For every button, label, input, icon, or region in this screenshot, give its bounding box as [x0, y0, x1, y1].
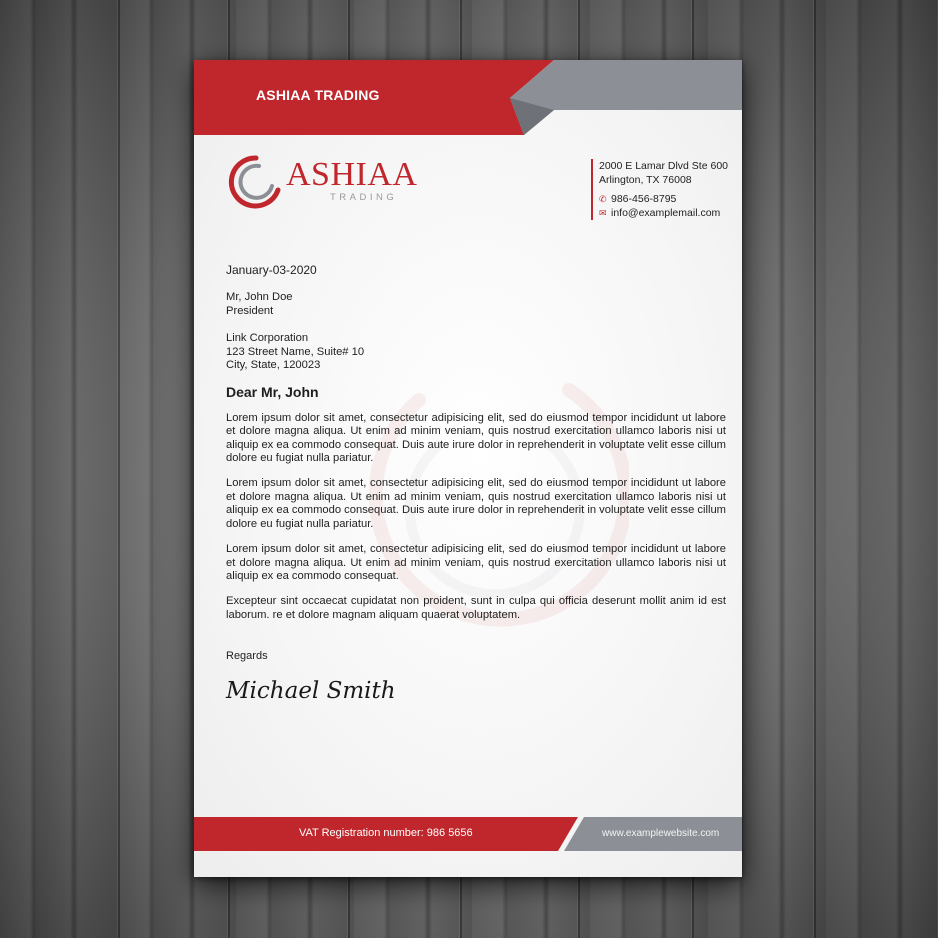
phone-icon: ✆ — [599, 194, 607, 204]
header-company-name: ASHIAA TRADING — [256, 87, 380, 103]
address-line-2: Arlington, TX 76008 — [599, 174, 692, 186]
logo-ring-icon — [226, 152, 286, 212]
address-line-1: 2000 E Lamar Dlvd Ste 600 — [599, 160, 728, 172]
body-paragraph: Lorem ipsum dolor sit amet, consectetur adipisicing elit, sed do eiusmod tempor incididunt ut labore et dolore magna aliqua. Ut enim ad minim veniam, quis nostrud exercitation ullamco laboris nisi ut aliquip ex ea commodo consequat. Duis aute irure dolor in reprehenderit in voluptate velit esse cillum dolore eu fugiat nulla pariatur. — [226, 477, 726, 530]
recipient-city: City, State, 120023 — [226, 359, 321, 372]
phone-line — [599, 192, 742, 206]
recipient-name: Mr, John Doe — [226, 291, 293, 304]
company-logo — [226, 152, 426, 212]
recipient-block — [226, 291, 726, 318]
email-line — [599, 206, 742, 220]
wood-plank — [814, 0, 938, 938]
website-link[interactable]: www.examplewebsite.com — [602, 828, 720, 839]
contact-block — [591, 159, 742, 220]
closing: Regards — [226, 650, 268, 663]
recipient-street: 123 Street Name, Suite# 10 — [226, 345, 365, 358]
recipient-company: Link Corporation — [226, 332, 309, 345]
phone-number: 986-456-8795 — [611, 193, 677, 205]
letterhead-sheet — [194, 60, 742, 877]
vat-registration: VAT Registration number: 986 5656 — [299, 827, 473, 839]
letter-body — [226, 264, 726, 703]
email-address: info@examplemail.com — [611, 207, 721, 219]
salutation: Dear Mr, John — [226, 384, 319, 401]
recipient-title: President — [226, 304, 274, 317]
logo-tagline: TRADING — [330, 192, 398, 203]
address-block — [226, 332, 726, 372]
body-paragraph: Lorem ipsum dolor sit amet, consectetur adipisicing elit, sed do eiusmod tempor incididunt ut labore et dolore magna aliqua. Ut enim ad minim veniam, quis nostrud exercitation ullamco laboris nisi ut aliquip ex ea commodo consequat. Duis aute irure dolor in reprehenderit in voluptate velit esse cillum dolore eu fugiat nulla pariatur. — [226, 411, 726, 465]
body-paragraph: Excepteur sint occaecat cupidatat non proident, sunt in culpa qui officia deserunt mollit anim id est laborum. re et dolore magnam aliquam quaerat voluptatem. — [226, 595, 726, 621]
mail-icon: ✉ — [599, 208, 607, 218]
signature: Michael Smith — [226, 677, 396, 704]
body-paragraph: Lorem ipsum dolor sit amet, consectetur adipisicing elit, sed do eiusmod tempor incididunt ut labore et dolore magna aliqua. Ut enim ad minim veniam, quis nostrud exercitation ullamco laboris nisi ut aliquip ex ea commodo consequat. — [226, 543, 726, 582]
logo-wordmark: ASHIAA — [286, 156, 418, 193]
letter-date: January-03-2020 — [226, 263, 317, 277]
wood-plank — [0, 0, 120, 938]
